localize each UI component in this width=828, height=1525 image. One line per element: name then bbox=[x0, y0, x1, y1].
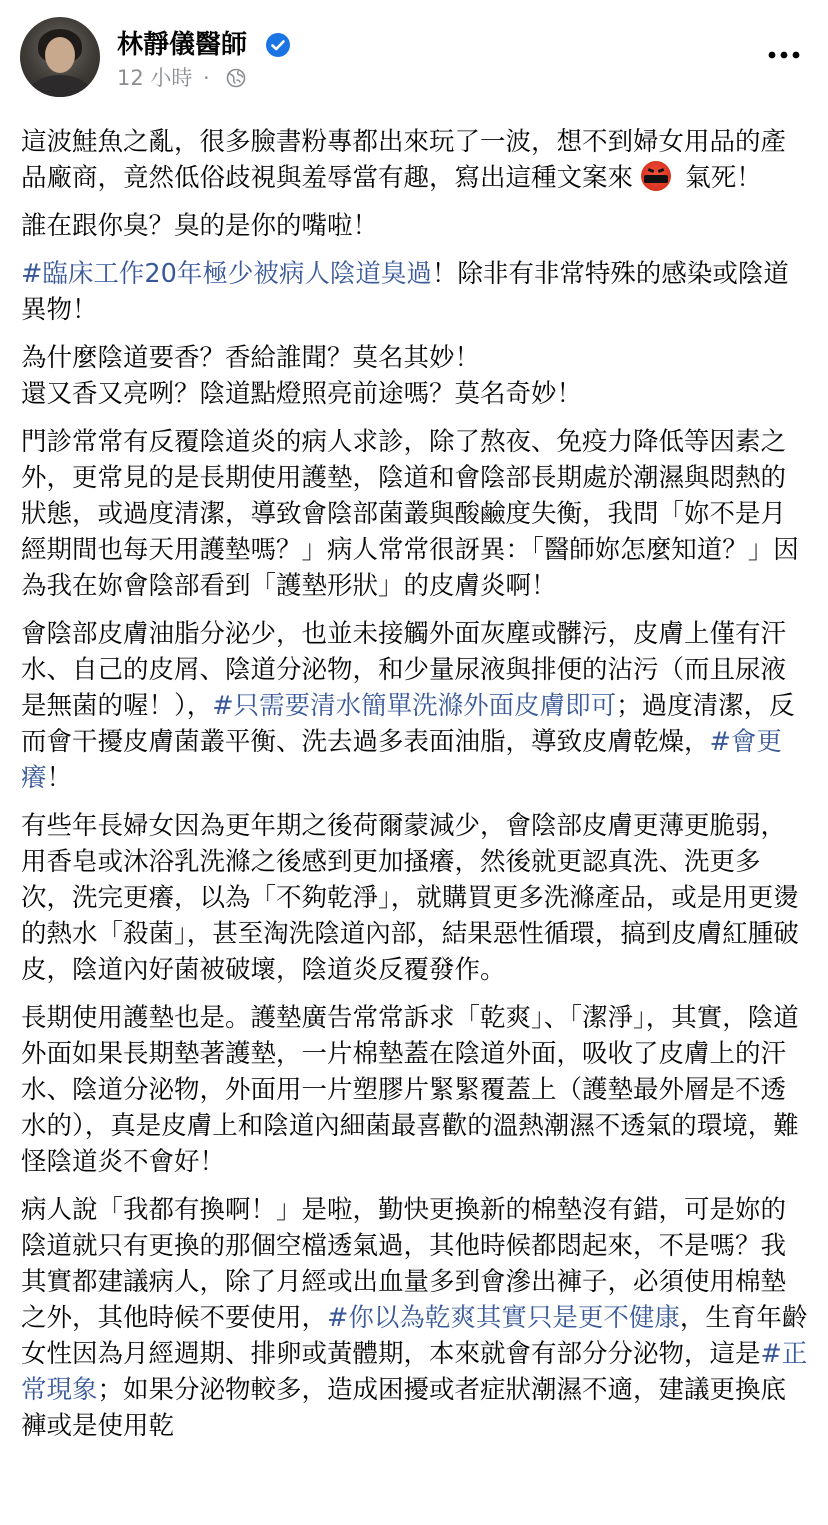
paragraph-6 bbox=[21, 616, 811, 796]
paragraph-3 bbox=[21, 256, 811, 328]
emoji-eye bbox=[658, 168, 665, 173]
avatar-face-shape bbox=[45, 37, 75, 73]
hashtag-link[interactable]: #正常現象 bbox=[21, 1339, 808, 1405]
paragraph-line: 為什麼陰道要香？香給誰聞？莫名其妙！ bbox=[21, 343, 481, 373]
time-separator: · bbox=[203, 66, 210, 90]
hashtag-link[interactable]: #只需要清水簡單洗滌外面皮膚即可 bbox=[212, 691, 617, 721]
paragraph-1 bbox=[21, 124, 811, 196]
paragraph-8 bbox=[21, 1000, 811, 1180]
more-options-icon[interactable] bbox=[766, 46, 802, 58]
avatar-body-shape bbox=[28, 75, 92, 97]
paragraph-text: 誰在跟你臭？臭的是你的嘴啦！ bbox=[21, 211, 379, 241]
paragraph-text: ，生育年齡女性因為月經週期、排卵或黃體期，本來就會有部分分泌物，這是 bbox=[21, 1303, 808, 1369]
paragraph-text: 長期使用護墊也是。護墊廣告常常訴求「乾爽」、「潔淨」，其實，陰道外面如果長期墊著護墊，一片棉墊蓋在陰道外面，吸收了皮膚上的汗水、陰道分泌物，外面用一片塑膠片緊緊覆蓋上（護墊最外層是不透水的），真是皮膚上和陰道內細菌最喜歡的溫熱潮濕不透氣的環境，難怪陰道炎不會好！ bbox=[21, 1003, 799, 1177]
paragraph-text: ；過度清潔，反而會干擾皮膚菌叢平衡、洗去過多表面油脂，導致皮膚乾燥， bbox=[21, 691, 795, 757]
post-header bbox=[0, 0, 828, 110]
paragraph-line: 還又香又亮咧？陰道點燈照亮前途嗎？莫名奇妙！ bbox=[21, 379, 583, 409]
paragraph-text: ；如果分泌物較多，造成困擾或者症狀潮濕不適，建議更換底褲或是使用乾 bbox=[21, 1375, 787, 1441]
paragraph-4 bbox=[21, 340, 811, 412]
emoji-mouth bbox=[644, 175, 668, 183]
paragraph-text: 有些年長婦女因為更年期之後荷爾蒙減少，會陰部皮膚更薄更脆弱，用香皂或沐浴乳洗滌之後感到更加搔癢，然後就更認真洗、洗更多次，洗完更癢，以為「不夠乾淨」，就購買更多洗滌產品，或是用更燙的熱水「殺菌」，甚至淘洗陰道內部，結果惡性循環，搞到皮膚紅腫破皮，陰道內好菌被破壞，陰道炎反覆發作。 bbox=[21, 811, 799, 985]
hashtag-link[interactable]: #臨床工作20年極少被病人陰道臭過 bbox=[21, 259, 432, 289]
paragraph-text: 病人說「我都有換啊！」是啦，勤快更換新的棉墊沒有錯，可是妳的陰道就只有更換的那個空檔透氣過，其他時候都悶起來，不是嗎？我其實都建議病人，除了月經或出血量多到會滲出褲子，必須使用棉墊之外，其他時候不要使用， bbox=[21, 1195, 787, 1333]
paragraph-text: 這波鮭魚之亂，很多臉書粉專都出來玩了一波，想不到婦女用品的產品廠商，竟然低俗歧視與羞辱當有趣，寫出這種文案來 bbox=[21, 127, 787, 193]
hashtag-link[interactable]: #會更癢 bbox=[21, 727, 782, 793]
face-with-symbols-on-mouth-icon bbox=[641, 161, 671, 191]
paragraph-text: ！除非有非常特殊的感染或陰道異物！ bbox=[21, 259, 789, 325]
author-avatar[interactable] bbox=[20, 17, 100, 97]
globe-icon[interactable] bbox=[226, 68, 246, 88]
paragraph-text: 門診常常有反覆陰道炎的病人求診，除了熬夜、免疫力降低等因素之外，更常見的是長期使用護墊，陰道和會陰部長期處於潮濕與悶熱的狀態，或過度清潔，導致會陰部菌叢與酸鹼度失衡，我問「妳不是月經期間也每天用護墊嗎？」病人常常很訝異：「醫師妳怎麼知道？」因為我在妳會陰部看到「護墊形狀」的皮膚炎啊！ bbox=[21, 427, 799, 601]
post-timestamp[interactable]: 12 小時 bbox=[117, 66, 193, 90]
paragraph-2 bbox=[21, 208, 811, 244]
paragraph-text: 會陰部皮膚油脂分泌少，也並未接觸外面灰塵或髒污，皮膚上僅有汗水、自己的皮屑、陰道分泌物，和少量尿液與排便的沾污（而且尿液是無菌的喔！）， bbox=[21, 619, 787, 721]
paragraph-9 bbox=[21, 1192, 811, 1444]
paragraph-text: 氣死！ bbox=[677, 163, 762, 193]
author-name[interactable]: 林靜儀醫師 bbox=[117, 30, 248, 60]
paragraph-7 bbox=[21, 808, 811, 988]
paragraph-5 bbox=[21, 424, 811, 604]
paragraph-text: ！ bbox=[46, 763, 73, 793]
emoji-eye bbox=[648, 168, 655, 173]
verified-badge-icon bbox=[266, 33, 290, 57]
hashtag-link[interactable]: #你以為乾爽其實只是更不健康 bbox=[327, 1303, 680, 1333]
post-text bbox=[21, 124, 811, 1456]
